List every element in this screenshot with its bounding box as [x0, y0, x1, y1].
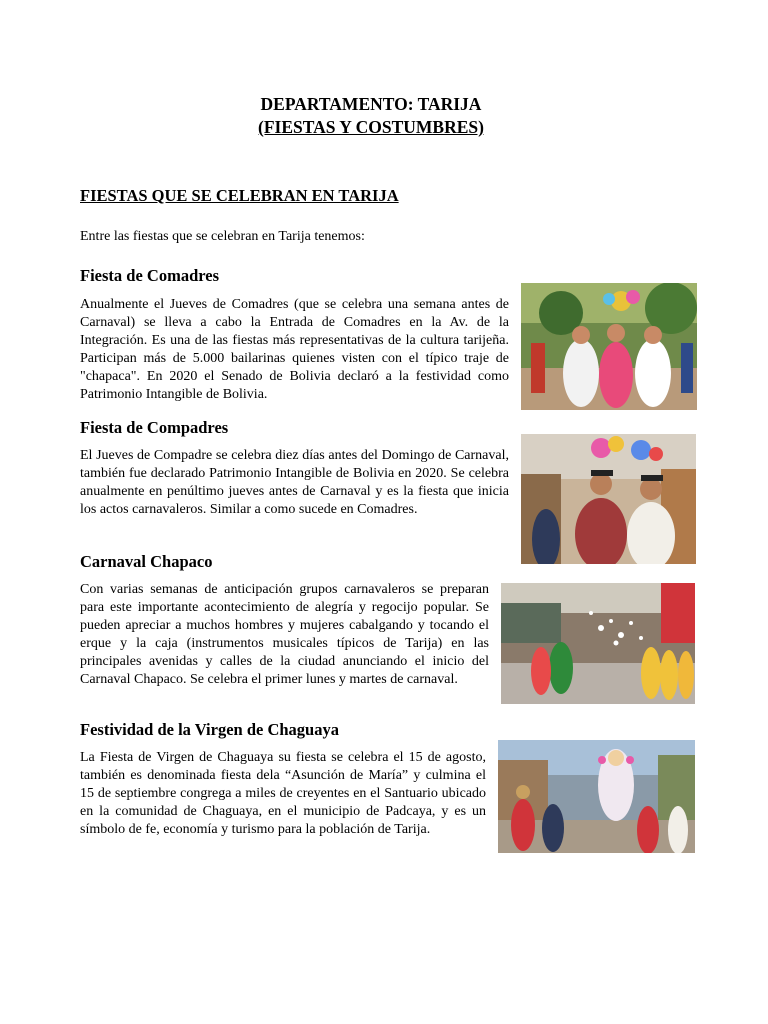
paragraph-fiesta-compadres: El Jueves de Compadre se celebra diez días antes del Domingo de Carnaval, también fue declarado Patrimonio Intangible de Bolivia en 2020. Se celebra anualmente en penúltimo jueves antes de Carnaval y es la fiesta que inicia los actos carnavaleros. Similar a como sucede en Comadres. [80, 448, 509, 517]
intro-paragraph: Entre las fiestas que se celebran en Tarija tenemos: [80, 229, 365, 244]
photo-virgen-chaguaya [498, 740, 695, 853]
heading-fiesta-comadres: Fiesta de Comadres [80, 266, 220, 285]
photo-carnaval-chapaco [501, 583, 695, 704]
heading-virgen-chaguaya: Festividad de la Virgen de Chaguaya [80, 720, 339, 739]
title-line-2: (FIESTAS Y COSTUMBRES) [258, 117, 484, 137]
heading-fiesta-compadres: Fiesta de Compadres [80, 418, 229, 437]
paragraph-virgen-chaguaya: La Fiesta de Virgen de Chaguaya su fiesta se celebra el 15 de agosto, también es denominada fiesta dela “Asunción de María” y culmina el 15 de septiembre congrega a miles de creyentes en el Santuario ubicado en la comunidad de Chaguaya, en el municipio de Padcaya, y es un símbolo de fe, economía y turismo para la población de Tarija. [80, 750, 486, 837]
photo-compadres [521, 434, 696, 564]
heading-carnaval-chapaco: Carnaval Chapaco [80, 552, 213, 571]
paragraph-carnaval-chapaco: Con varias semanas de anticipación grupos carnavaleros se preparan para este importante acontecimiento de alegría y regocijo popular. Se pueden apreciar a muchos hombres y mujeres cabalgando y tocando el erque y la caja (instrumentos musicales típicos de Tarija) en las principales avenidas y calles de la ciudad anunciando el inicio del Carnaval Chapaco. Se celebra el primer lunes y martes de carnaval. [80, 582, 489, 687]
document-title [0, 93, 742, 139]
title-line-1: DEPARTAMENTO: TARIJA [260, 94, 482, 114]
paragraph-fiesta-comadres: Anualmente el Jueves de Comadres (que se celebra una semana antes de Carnaval) se lleva a cabo la Entrada de Comadres en la Av. de la Integración. Es una de las fiestas más representativas de la cultura tarijeña. Participan más de 5.000 bailarinas quienes visten con el típico traje de "chapaca". En 2020 el Senado de Bolivia declaró a la festividad como Patrimonio Intangible de Bolivia. [80, 297, 509, 402]
photo-comadres [521, 283, 697, 410]
section-heading: FIESTAS QUE SE CELEBRAN EN TARIJA [80, 186, 399, 205]
